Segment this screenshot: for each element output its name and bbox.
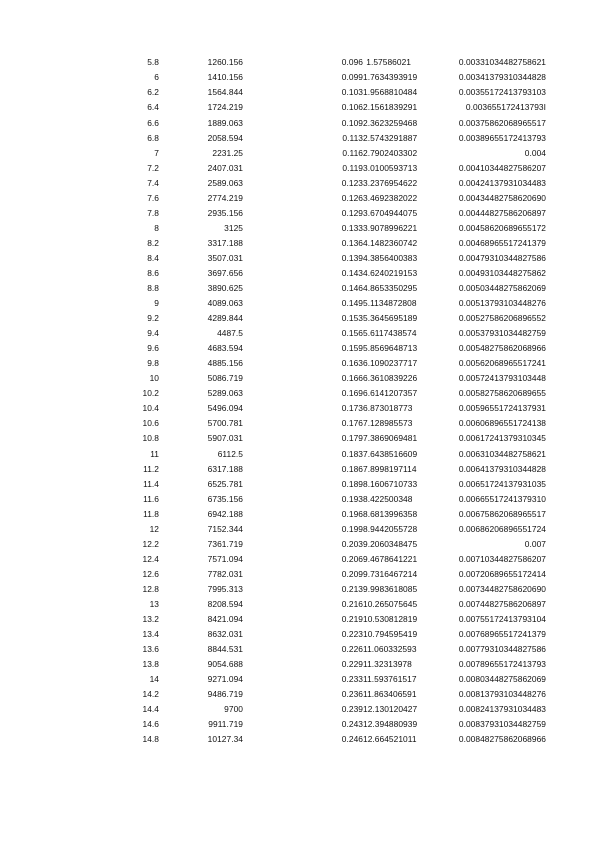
table-cell-value-col-4: 6.1090237717 bbox=[363, 358, 418, 369]
table-cell-value-col-2: 4289.844 bbox=[207, 313, 243, 324]
table-row bbox=[108, 657, 546, 672]
table-cell-value-col-4: 3.4692382022 bbox=[363, 192, 418, 203]
table-cell-value-col-1: 11.6 bbox=[143, 493, 159, 504]
table-cell-value-col-1: 9.8 bbox=[147, 358, 159, 369]
table-cell-value-col-2: 7571.094 bbox=[207, 553, 243, 564]
table-cell-value-col-3: 0.193 bbox=[341, 493, 363, 504]
table-cell-value-col-1: 12.8 bbox=[142, 583, 159, 594]
table-cell-value-col-5: 0.00675862068965517 bbox=[458, 508, 546, 519]
table-cell-value-col-1: 9.6 bbox=[147, 343, 159, 354]
table-row bbox=[108, 371, 546, 386]
table-cell-value-col-1: 8.8 bbox=[147, 283, 159, 294]
table-cell-value-col-2: 6942.188 bbox=[207, 508, 243, 519]
table-cell-value-col-5: 0.00468965517241379 bbox=[458, 237, 546, 248]
table-cell-value-col-2: 7361.719 bbox=[207, 538, 243, 549]
table-cell-value-col-4: 10.530812819 bbox=[363, 614, 418, 625]
table-cell-value-col-1: 13.6 bbox=[142, 644, 159, 655]
table-cell-value-col-4: 1.9568810484 bbox=[363, 87, 418, 98]
table-cell-value-col-3: 0.206 bbox=[341, 553, 363, 564]
table-cell-value-col-5: 0.00837931034482759 bbox=[458, 719, 546, 730]
table-cell-value-col-2: 3507.031 bbox=[207, 252, 243, 263]
table-cell-value-col-4: 5.6117438574 bbox=[363, 328, 417, 339]
table-cell-value-col-2: 1410.156 bbox=[207, 72, 243, 83]
table-row bbox=[108, 221, 546, 236]
table-row bbox=[108, 266, 546, 281]
table-row bbox=[108, 461, 546, 476]
table-cell-value-col-3: 0.169 bbox=[341, 388, 363, 399]
table-cell-value-col-4: 9.4678641221 bbox=[363, 553, 418, 564]
table-row bbox=[108, 175, 546, 190]
table-cell-value-col-4: 3.6704944075 bbox=[363, 207, 418, 218]
table-cell-value-col-4: 6.6141207357 bbox=[363, 388, 418, 399]
data-table bbox=[108, 55, 546, 747]
table-row bbox=[108, 100, 546, 115]
table-cell-value-col-4: 9.2060348475 bbox=[363, 538, 418, 549]
table-cell-value-col-5: 0.00562068965517241 bbox=[458, 358, 546, 369]
table-cell-value-col-3: 0.179 bbox=[341, 433, 363, 444]
table-cell-value-col-3: 0.233 bbox=[341, 674, 363, 685]
table-cell-value-col-5: 0.00720689655172414 bbox=[458, 568, 546, 579]
table-cell-value-col-5: 0.007 bbox=[524, 538, 546, 549]
table-cell-value-col-4: 8.422500348 bbox=[363, 493, 413, 504]
table-cell-value-col-5: 0.00789655172413793 bbox=[458, 659, 546, 670]
table-cell-value-col-5: 0.00665517241379310 bbox=[458, 493, 546, 504]
table-cell-value-col-2: 8208.594 bbox=[207, 599, 243, 609]
table-cell-value-col-1: 6.8 bbox=[147, 132, 159, 143]
table-row bbox=[108, 160, 546, 175]
table-cell-value-col-1: 8.2 bbox=[147, 237, 159, 248]
table-cell-value-col-4: 10.265075645 bbox=[363, 599, 418, 609]
table-cell-value-col-5: 0.00641379310344828 bbox=[458, 463, 546, 474]
table-cell-value-col-5: 0.00548275862068966 bbox=[458, 343, 546, 354]
table-cell-value-col-2: 1260.156 bbox=[207, 57, 243, 68]
table-row bbox=[108, 416, 546, 431]
table-cell-value-col-4: 8.6813996358 bbox=[363, 508, 418, 519]
table-cell-value-col-3: 0.149 bbox=[341, 298, 363, 309]
table-cell-value-col-1: 14.4 bbox=[142, 704, 159, 715]
table-cell-value-col-4: 7.3869069481 bbox=[363, 433, 418, 444]
table-row bbox=[108, 326, 546, 341]
table-cell-value-col-3: 0.096 bbox=[341, 57, 363, 68]
table-cell-value-col-1: 10.4 bbox=[142, 403, 159, 414]
table-body bbox=[108, 55, 546, 747]
table-cell-value-col-4: 9.7316467214 bbox=[363, 568, 418, 579]
table-cell-value-col-2: 2231.25 bbox=[212, 147, 243, 158]
table-cell-value-col-4: 3.0100593713 bbox=[363, 162, 418, 173]
table-cell-value-col-3: 0.223 bbox=[341, 629, 363, 640]
table-cell-value-col-5: 0.00527586206896552 bbox=[458, 313, 546, 324]
table-cell-value-col-1: 12.4 bbox=[142, 553, 159, 564]
table-cell-value-col-3: 0.226 bbox=[341, 644, 363, 655]
table-cell-value-col-5: 0.00513793103448276 bbox=[458, 298, 546, 309]
table-cell-value-col-3: 0.119 bbox=[342, 162, 363, 173]
table-cell-value-col-2: 6525.781 bbox=[207, 478, 243, 489]
table-cell-value-col-3: 0.159 bbox=[341, 343, 363, 354]
table-cell-value-col-1: 12.2 bbox=[142, 538, 159, 549]
table-row bbox=[108, 115, 546, 130]
table-cell-value-col-5: 0.00755172413793104 bbox=[458, 614, 546, 625]
table-cell-value-col-4: 4.8653350295 bbox=[363, 283, 418, 294]
table-cell-value-col-4: 2.3623259468 bbox=[363, 117, 418, 128]
table-cell-value-col-1: 13 bbox=[149, 599, 159, 609]
table-row bbox=[108, 281, 546, 296]
table-cell-value-col-1: 11.4 bbox=[143, 478, 159, 489]
table-cell-value-col-2: 1724.219 bbox=[207, 102, 243, 113]
table-cell-value-col-1: 6.2 bbox=[147, 87, 159, 98]
table-cell-value-col-2: 4683.594 bbox=[207, 343, 243, 354]
table-cell-value-col-5: 0.00444827586206897 bbox=[458, 207, 546, 218]
table-row bbox=[108, 702, 546, 717]
table-cell-value-col-4: 11.32313978 bbox=[363, 659, 412, 670]
table-cell-value-col-5: 0.00710344827586207 bbox=[458, 553, 546, 564]
table-row bbox=[108, 401, 546, 416]
table-cell-value-col-3: 0.139 bbox=[341, 252, 363, 263]
table-cell-value-col-2: 4487.5 bbox=[217, 328, 243, 339]
table-cell-value-col-3: 0.203 bbox=[341, 538, 363, 549]
table-cell-value-col-1: 13.8 bbox=[142, 659, 159, 670]
table-cell-value-col-2: 5086.719 bbox=[207, 373, 243, 384]
table-cell-value-col-2: 1889.063 bbox=[207, 117, 243, 128]
table-cell-value-col-2: 9911.719 bbox=[208, 719, 243, 730]
table-cell-value-col-3: 0.103 bbox=[341, 87, 363, 98]
table-cell-value-col-5: 0.00651724137931035 bbox=[458, 478, 546, 489]
table-cell-value-col-1: 12 bbox=[149, 523, 159, 534]
table-row bbox=[108, 567, 546, 582]
table-row bbox=[108, 431, 546, 446]
table-cell-value-col-1: 9.4 bbox=[147, 328, 159, 339]
table-row bbox=[108, 627, 546, 642]
table-cell-value-col-5: 0.00582758620689655 bbox=[458, 388, 546, 399]
table-row bbox=[108, 582, 546, 597]
table-cell-value-col-4: 4.6240219153 bbox=[363, 267, 418, 278]
table-cell-value-col-1: 13.2 bbox=[142, 614, 159, 625]
table-row bbox=[108, 732, 546, 747]
table-row bbox=[108, 130, 546, 145]
table-cell-value-col-3: 0.196 bbox=[341, 508, 363, 519]
table-cell-value-col-3: 0.186 bbox=[341, 463, 363, 474]
table-cell-value-col-3: 0.126 bbox=[341, 192, 363, 203]
table-cell-value-col-3: 0.113 bbox=[342, 132, 363, 143]
table-cell-value-col-5: 0.00537931034482759 bbox=[458, 328, 546, 339]
table-cell-value-col-4: 3.2376954622 bbox=[363, 177, 418, 188]
table-row bbox=[108, 341, 546, 356]
table-cell-value-col-5: 0.003655172413793I bbox=[465, 102, 546, 113]
table-cell-value-col-3: 0.106 bbox=[341, 102, 363, 113]
table-cell-value-col-5: 0.00331034482758621 bbox=[458, 57, 546, 68]
table-cell-value-col-1: 8.6 bbox=[147, 267, 159, 278]
table-cell-value-col-2: 3125 bbox=[224, 222, 243, 233]
table-cell-value-col-3: 0.133 bbox=[341, 222, 363, 233]
table-cell-value-col-3: 0.123 bbox=[341, 177, 363, 188]
table-cell-value-col-2: 6317.188 bbox=[207, 463, 243, 474]
table-row bbox=[108, 251, 546, 266]
table-cell-value-col-3: 0.166 bbox=[341, 373, 363, 384]
table-cell-value-col-4: 3.9078996221 bbox=[363, 222, 418, 233]
table-cell-value-col-5: 0.00493103448275862 bbox=[458, 267, 546, 278]
table-cell-value-col-3: 0.163 bbox=[341, 358, 363, 369]
table-cell-value-col-1: 7.2 bbox=[147, 162, 159, 173]
table-cell-value-col-2: 2774.219 bbox=[207, 192, 243, 203]
table-cell-value-col-2: 5907.031 bbox=[207, 433, 243, 444]
table-cell-value-col-2: 7782.031 bbox=[207, 568, 243, 579]
table-cell-value-col-1: 6.6 bbox=[147, 117, 159, 128]
table-cell-value-col-4: 12.394880939 bbox=[363, 719, 418, 730]
table-cell-value-col-3: 0.143 bbox=[341, 267, 363, 278]
table-cell-value-col-1: 14.6 bbox=[142, 719, 159, 730]
table-row bbox=[108, 717, 546, 732]
table-cell-value-col-3: 0.173 bbox=[341, 403, 363, 414]
table-cell-value-col-1: 12.6 bbox=[142, 568, 159, 579]
table-cell-value-col-2: 6112.5 bbox=[217, 448, 243, 459]
table-row bbox=[108, 145, 546, 160]
table-cell-value-col-2: 8421.094 bbox=[207, 614, 243, 625]
table-cell-value-col-4: 7.8998197114 bbox=[363, 463, 417, 474]
table-cell-value-col-2: 7995.313 bbox=[207, 583, 243, 594]
table-cell-value-col-4: 1.7634393919 bbox=[363, 72, 418, 83]
table-cell-value-col-5: 0.00596551724137931 bbox=[458, 403, 546, 414]
table-row bbox=[108, 687, 546, 702]
table-cell-value-col-1: 10.8 bbox=[142, 433, 159, 444]
table-cell-value-col-5: 0.00848275862068966 bbox=[458, 734, 546, 745]
table-cell-value-col-2: 10127.34 bbox=[207, 734, 243, 745]
table-cell-value-col-3: 0.189 bbox=[341, 478, 363, 489]
table-cell-value-col-4: 10.794595419 bbox=[363, 629, 418, 640]
table-row bbox=[108, 537, 546, 552]
table-cell-value-col-4: 12.130120427 bbox=[363, 704, 418, 715]
table-cell-value-col-5: 0.00744827586206897 bbox=[458, 599, 546, 609]
table-cell-value-col-5: 0.004 bbox=[524, 147, 546, 158]
table-cell-value-col-2: 4885.156 bbox=[207, 358, 243, 369]
table-cell-value-col-4: 8.9442055728 bbox=[363, 523, 418, 534]
table-cell-value-col-1: 14.8 bbox=[142, 734, 159, 745]
table-cell-value-col-2: 3317.188 bbox=[207, 237, 243, 248]
table-cell-value-col-5: 0.00813793103448276 bbox=[458, 689, 546, 700]
table-row bbox=[108, 476, 546, 491]
table-cell-value-col-1: 8 bbox=[154, 222, 159, 233]
table-cell-value-col-4: 1.57586021 bbox=[366, 57, 411, 68]
table-cell-value-col-3: 0.116 bbox=[342, 147, 363, 158]
table-cell-value-col-1: 9.2 bbox=[147, 313, 159, 324]
table-cell-value-col-4: 4.3856400383 bbox=[363, 252, 418, 263]
table-cell-value-col-1: 9 bbox=[154, 298, 159, 309]
table-cell-value-col-1: 14 bbox=[149, 674, 159, 685]
table-cell-value-col-3: 0.246 bbox=[341, 734, 363, 745]
table-cell-value-col-2: 5289.063 bbox=[207, 388, 243, 399]
table-row bbox=[108, 446, 546, 461]
table-cell-value-col-4: 11.863406591 bbox=[363, 689, 417, 700]
table-cell-value-col-5: 0.00375862068965517 bbox=[458, 117, 546, 128]
table-cell-value-col-4: 6.3610839226 bbox=[363, 373, 418, 384]
table-cell-value-col-5: 0.00686206896551724 bbox=[458, 523, 546, 534]
table-row bbox=[108, 190, 546, 205]
table-row bbox=[108, 597, 546, 612]
table-cell-value-col-5: 0.00355172413793103 bbox=[458, 87, 546, 98]
table-row bbox=[108, 70, 546, 85]
table-cell-value-col-5: 0.00768965517241379 bbox=[458, 629, 546, 640]
table-cell-value-col-4: 2.1561839291 bbox=[363, 102, 418, 113]
table-cell-value-col-3: 0.136 bbox=[341, 237, 363, 248]
table-cell-value-col-1: 7 bbox=[154, 147, 159, 158]
table-cell-value-col-4: 4.1482360742 bbox=[363, 237, 418, 248]
table-row bbox=[108, 612, 546, 627]
table-cell-value-col-3: 0.183 bbox=[341, 448, 363, 459]
table-row bbox=[108, 236, 546, 251]
table-cell-value-col-4: 11.060332593 bbox=[363, 644, 417, 655]
table-cell-value-col-2: 2935.156 bbox=[207, 207, 243, 218]
table-cell-value-col-4: 2.7902403302 bbox=[363, 147, 418, 158]
table-cell-value-col-1: 10 bbox=[149, 373, 159, 384]
table-row bbox=[108, 491, 546, 506]
table-row bbox=[108, 311, 546, 326]
table-row bbox=[108, 506, 546, 521]
table-cell-value-col-4: 9.9983618085 bbox=[363, 583, 418, 594]
table-cell-value-col-1: 5.8 bbox=[147, 57, 159, 68]
table-cell-value-col-4: 5.1134872808 bbox=[363, 298, 417, 309]
table-row bbox=[108, 521, 546, 536]
table-cell-value-col-5: 0.00631034482758621 bbox=[458, 448, 546, 459]
table-cell-value-col-2: 8632.031 bbox=[207, 629, 243, 640]
table-cell-value-col-2: 7152.344 bbox=[207, 523, 243, 534]
table-cell-value-col-5: 0.00424137931034483 bbox=[458, 177, 546, 188]
table-cell-value-col-5: 0.00389655172413793 bbox=[458, 132, 546, 143]
table-cell-value-col-1: 13.4 bbox=[142, 629, 159, 640]
table-cell-value-col-4: 5.3645695189 bbox=[363, 313, 418, 324]
table-row bbox=[108, 386, 546, 401]
table-cell-value-col-2: 6735.156 bbox=[207, 493, 243, 504]
table-cell-value-col-1: 7.4 bbox=[147, 177, 159, 188]
table-cell-value-col-1: 6 bbox=[154, 72, 159, 83]
table-cell-value-col-5: 0.00606896551724138 bbox=[458, 418, 546, 429]
table-cell-value-col-3: 0.099 bbox=[341, 72, 363, 83]
table-cell-value-col-3: 0.219 bbox=[341, 614, 363, 625]
table-cell-value-col-1: 7.8 bbox=[147, 207, 159, 218]
table-cell-value-col-2: 3890.625 bbox=[207, 283, 243, 294]
table-cell-value-col-1: 10.2 bbox=[142, 388, 159, 399]
table-row bbox=[108, 356, 546, 371]
table-cell-value-col-2: 2058.594 bbox=[207, 132, 243, 143]
table-cell-value-col-5: 0.00410344827586207 bbox=[458, 162, 546, 173]
table-cell-value-col-3: 0.176 bbox=[341, 418, 363, 429]
table-row bbox=[108, 85, 546, 100]
table-cell-value-col-2: 9486.719 bbox=[207, 689, 243, 700]
table-cell-value-col-2: 2407.031 bbox=[207, 162, 243, 173]
table-cell-value-col-4: 6.873018773 bbox=[363, 403, 413, 414]
table-cell-value-col-1: 6.4 bbox=[147, 102, 159, 113]
table-cell-value-col-3: 0.239 bbox=[341, 704, 363, 715]
table-cell-value-col-2: 2589.063 bbox=[207, 177, 243, 188]
table-cell-value-col-1: 11.8 bbox=[143, 508, 159, 519]
table-row bbox=[108, 296, 546, 311]
table-cell-value-col-2: 5700.781 bbox=[207, 418, 243, 429]
table-cell-value-col-3: 0.156 bbox=[341, 328, 363, 339]
table-cell-value-col-4: 11.593761517 bbox=[363, 674, 417, 685]
table-cell-value-col-3: 0.243 bbox=[341, 719, 363, 730]
table-cell-value-col-5: 0.00572413793103448 bbox=[458, 373, 546, 384]
table-cell-value-col-3: 0.153 bbox=[341, 313, 363, 324]
table-cell-value-col-5: 0.00434482758620690 bbox=[458, 192, 546, 203]
table-cell-value-col-3: 0.213 bbox=[341, 583, 363, 594]
table-cell-value-col-1: 11.2 bbox=[143, 463, 159, 474]
table-cell-value-col-3: 0.236 bbox=[341, 689, 363, 700]
table-cell-value-col-4: 12.664521011 bbox=[363, 734, 417, 745]
table-row bbox=[108, 205, 546, 220]
table-cell-value-col-3: 0.129 bbox=[341, 207, 363, 218]
table-cell-value-col-5: 0.00458620689655172 bbox=[458, 222, 546, 233]
table-cell-value-col-1: 11 bbox=[150, 448, 159, 459]
table-row bbox=[108, 552, 546, 567]
table-cell-value-col-3: 0.229 bbox=[341, 659, 363, 670]
table-row bbox=[108, 672, 546, 687]
table-cell-value-col-1: 14.2 bbox=[142, 689, 159, 700]
table-row bbox=[108, 642, 546, 657]
table-cell-value-col-5: 0.00617241379310345 bbox=[458, 433, 546, 444]
table-cell-value-col-1: 7.6 bbox=[147, 192, 159, 203]
table-cell-value-col-5: 0.00341379310344828 bbox=[458, 72, 546, 83]
table-cell-value-col-1: 10.6 bbox=[142, 418, 159, 429]
table-cell-value-col-5: 0.00803448275862069 bbox=[458, 674, 546, 685]
table-cell-value-col-3: 0.146 bbox=[341, 283, 363, 294]
table-cell-value-col-5: 0.00824137931034483 bbox=[458, 704, 546, 715]
table-cell-value-col-1: 8.4 bbox=[147, 252, 159, 263]
table-cell-value-col-2: 9700 bbox=[224, 704, 243, 715]
table-cell-value-col-3: 0.216 bbox=[341, 599, 363, 609]
table-cell-value-col-5: 0.00503448275862069 bbox=[458, 283, 546, 294]
table-cell-value-col-5: 0.00479310344827586 bbox=[458, 252, 546, 263]
table-cell-value-col-2: 1564.844 bbox=[207, 87, 243, 98]
table-cell-value-col-2: 8844.531 bbox=[207, 644, 243, 655]
table-cell-value-col-4: 7.128985573 bbox=[363, 418, 413, 429]
table-cell-value-col-4: 5.8569648713 bbox=[363, 343, 418, 354]
table-row bbox=[108, 55, 546, 70]
table-cell-value-col-2: 5496.094 bbox=[207, 403, 243, 414]
table-cell-value-col-4: 8.1606710733 bbox=[363, 478, 418, 489]
table-cell-value-col-4: 2.5743291887 bbox=[363, 132, 418, 143]
table-cell-value-col-5: 0.00779310344827586 bbox=[458, 644, 546, 655]
table-cell-value-col-4: 7.6438516609 bbox=[363, 448, 418, 459]
table-cell-value-col-3: 0.209 bbox=[341, 568, 363, 579]
table-cell-value-col-2: 3697.656 bbox=[207, 267, 243, 278]
table-cell-value-col-3: 0.199 bbox=[341, 523, 363, 534]
table-cell-value-col-2: 9054.688 bbox=[207, 659, 243, 670]
table-cell-value-col-2: 4089.063 bbox=[207, 298, 243, 309]
table-cell-value-col-3: 0.109 bbox=[341, 117, 363, 128]
table-cell-value-col-5: 0.00734482758620690 bbox=[458, 583, 546, 594]
table-cell-value-col-2: 9271.094 bbox=[207, 674, 243, 685]
